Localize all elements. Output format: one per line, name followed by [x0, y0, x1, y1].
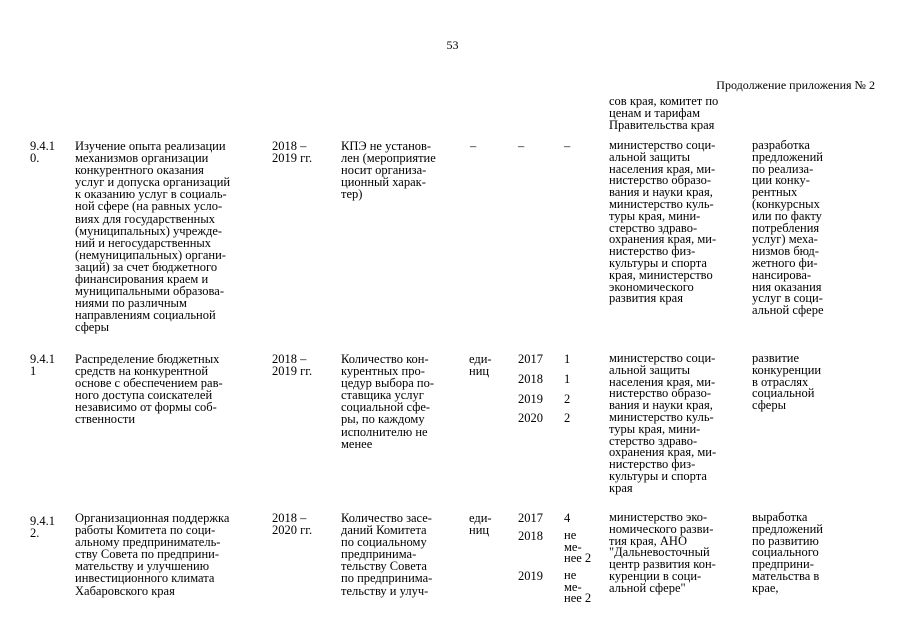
carryover-responsible: сов края, комитет по ценам и тарифам Правительства края — [609, 94, 719, 133]
period: 2018 – 2019 гг. — [272, 352, 313, 379]
row-number: 9.4.1 2. — [30, 514, 55, 541]
page-number: 53 — [446, 38, 459, 52]
period: 2018 – 2019 гг. — [272, 139, 313, 166]
row-number: 9.4.1 1 — [30, 352, 55, 379]
year: – — [518, 139, 525, 153]
unit: еди- ниц — [469, 511, 492, 538]
responsible-text: министерство соци- альной защиты населения края, ми- нистерство образо- вания и науки края, министерство куль- туры края, мини- стерство здраво- охранения края, ми- нистерство физ- культуры и спорта края — [609, 351, 717, 495]
measure-text: Распределение бюджетных средств на конкурентной основе с обеспечением рав- ного доступа соискателей независимо от формы соб- ственности — [75, 352, 223, 427]
indicator-text: Количество кон- курентных про- цедур выбора по- ставщика услуг социальной сфе- ры, по каждому исполнителю не менее — [341, 352, 434, 451]
year: 2019 — [518, 392, 543, 406]
value: – — [564, 139, 571, 153]
responsible-text: министерство эко- номического разви- тия края, АНО "Дальневосточный центр развития кон- куренции в соци- альной сфере" — [609, 510, 716, 595]
indicator-text: КПЭ не установ- лен (мероприятие носит организа- ционный харак- тер) — [341, 139, 436, 202]
responsible-text: министерство соци- альной защиты населения края, ми- нистерство образо- вания и науки края, министерство куль- туры края, мини- стерство здраво- охранения края, ми- нистерство физ- культуры и спорта края, министерство экономического развития края — [609, 138, 717, 306]
measure-text: Организационная поддержка работы Комитета по соци- альному предприниматель- ству Совета по предприни- мательству и улучшению инвестиционного климата Хабаровского края — [75, 511, 230, 598]
year: 2020 — [518, 411, 543, 425]
year: 2017 — [518, 511, 543, 525]
year: 2019 — [518, 569, 543, 583]
row-number: 9.4.1 0. — [30, 139, 55, 166]
year: 2018 — [518, 529, 543, 543]
result-text: разработка предложений по реализа- ции конку- рентных (конкурсных или по факту потребления услуг) меха- низмов бюд- жетного фи- нансирова- ния оказания услуг в соци- альной сфере — [752, 138, 824, 318]
unit: еди- ниц — [469, 352, 492, 379]
year: 2017 — [518, 352, 543, 366]
value: не ме- нее 2 — [564, 528, 592, 565]
result-text: развитие конкуренции в отраслях социальной сферы — [752, 351, 822, 413]
period: 2018 – 2020 гг. — [272, 511, 313, 538]
value: не ме- нее 2 — [564, 568, 592, 605]
year: 2018 — [518, 372, 543, 386]
measure-text: Изучение опыта реализации механизмов организации конкурентного оказания услуг и допуска организаций к оказанию услуг в социаль- ной сфере (на равных усло- виях для государственных (муниципальных) учрежде- ний и негосударственных (немуниципальных) органи- заций) за счет бюджетного финансирования краем и муниципальными образова- ниями по различным направлениям социальной сферы — [75, 139, 231, 335]
unit: – — [470, 139, 477, 153]
value: 1 — [564, 352, 571, 366]
value: 1 — [564, 372, 571, 386]
result-text: выработка предложений по развитию социального предприни- мательства в крае, — [752, 510, 823, 595]
value: 4 — [564, 511, 571, 525]
continuation-label: Продолжение приложения № 2 — [716, 78, 875, 92]
indicator-text: Количество засе- даний Комитета по социальному предпринима- тельству Совета по предпринима- тельству и улуч- — [341, 511, 433, 598]
value: 2 — [564, 392, 571, 406]
value: 2 — [564, 411, 571, 425]
